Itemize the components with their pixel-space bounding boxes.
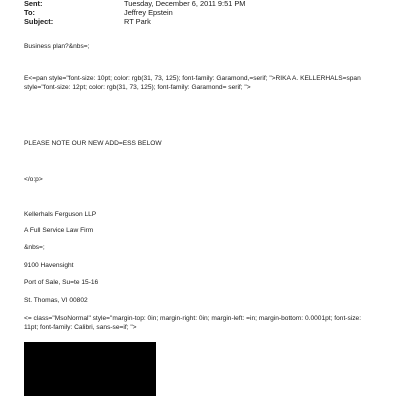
body-line-msonormal-markup: <= class="MsoNormal" style="margin-top: 0in; margin-right: 0in; margin-left: =in; margin-bottom: 0.0001pt; font-size: 11pt; font-family: Calibri, sans-se=if; ">: [24, 315, 363, 331]
body-line-address-street: 9100 Havensight: [24, 262, 74, 269]
body-line-nbsp: &nbs=;: [24, 244, 45, 251]
body-line-firm-name: Kellerhals Ferguson LLP: [24, 211, 97, 218]
body-line-signature-markup: E<=pan style="font-size: 10pt; color: rgb(31, 73, 125); font-family: Garamond,=serif; ">RIKA A. KELLERHALS=span style="font-size: 12pt; color: rgb(31, 73, 125); font-family: Garamond= serif; ">: [24, 75, 363, 91]
subject-label: Subject:: [24, 17, 54, 26]
body-line-notice: PLEASE NOTE OUR NEW ADD=ESS BELOW: [24, 140, 162, 147]
body-line-address-city: St. Thomas, VI 00802: [24, 297, 88, 304]
body-line-address-suite: Port of Sale, Su=te 15-16: [24, 279, 99, 286]
sent-label: Sent:: [24, 0, 43, 8]
body-line-firm-tagline: A Full Service Law Firm: [24, 227, 94, 234]
body-line-business-plan: Business plan?&nbs=;: [24, 43, 90, 50]
subject-value: RT Park: [124, 17, 151, 26]
to-label: To:: [24, 8, 35, 17]
to-value: Jeffrey Epstein: [124, 8, 173, 17]
body-line-op-tag: </o:p>: [24, 176, 43, 183]
redaction-block: [24, 342, 156, 396]
sent-value: Tuesday, December 6, 2011 9:51 PM: [124, 0, 246, 8]
